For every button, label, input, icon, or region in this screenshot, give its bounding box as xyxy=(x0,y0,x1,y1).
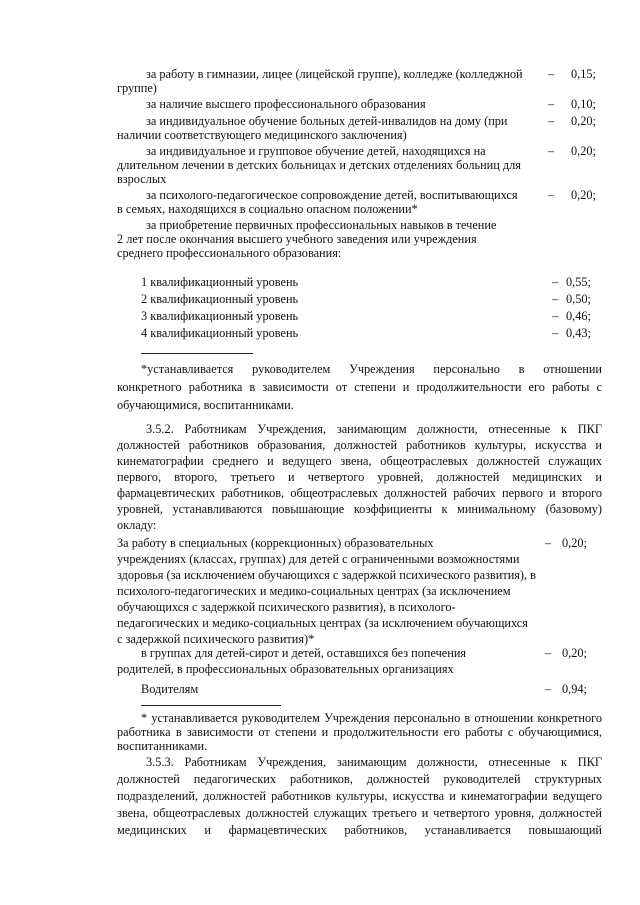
allowance-text: обучающихся с задержкой психического развития), в психолого- xyxy=(117,600,456,614)
footnote-line: * устанавливается руководителем Учреждения персонально в отношении конкретного xyxy=(141,711,602,725)
level-value: 0,50; xyxy=(566,292,591,306)
allowance-text: с задержкой психического развития)* xyxy=(117,632,315,646)
level-label: 3 квалификационный уровень xyxy=(141,309,299,323)
paragraph-line: медицинских и фармацевтических работников, устанавливается повышающий xyxy=(117,823,602,837)
allowance-text: за наличие высшего профессионального образования xyxy=(146,97,426,111)
allowance-value: 0,20; xyxy=(571,188,596,202)
dash: – xyxy=(545,682,552,696)
allowance-value: 0,94; xyxy=(562,682,587,696)
paragraph-line: окладу: xyxy=(117,518,157,532)
paragraph-line: уровней, устанавливаются повышающие коэффициенты к минимальному (базовому) xyxy=(117,502,602,516)
dash: – xyxy=(552,292,559,306)
dash: – xyxy=(552,326,559,340)
allowance-text: родителей, в профессиональных образовательных организациях xyxy=(117,662,454,676)
allowance-text: педагогических и медико-социальных центрах (за исключением обучающихся xyxy=(117,616,528,630)
dash: – xyxy=(548,67,555,81)
level-value: 0,43; xyxy=(566,326,591,340)
paragraph-line: 3.5.2. Работникам Учреждения, занимающим должности, отнесенные к ПКГ xyxy=(146,422,602,436)
dash: – xyxy=(548,144,555,158)
paragraph-line: должностей работников образования, должностей работников культуры, искусства и xyxy=(117,438,602,452)
footnote-line: работника в зависимости от степени и продолжительности его работы с обучающимися, xyxy=(117,725,602,739)
allowance-text: здоровья (за исключением обучающихся с задержкой психического развития), в xyxy=(117,568,536,582)
allowance-text: за индивидуальное и групповое обучение детей, находящихся на xyxy=(146,144,486,158)
level-value: 0,55; xyxy=(566,275,591,289)
footnote-line: воспитанниками. xyxy=(117,739,208,753)
paragraph-line: звена, общеотраслевых должностей служащих третьего и четвертого уровня, должностей xyxy=(117,806,602,820)
footnote-separator xyxy=(141,705,281,706)
paragraph-line: кинематографии среднего и ведущего звена, общеотраслевых должностей служащих xyxy=(117,454,602,468)
allowance-text: за психолого-педагогическое сопровождение детей, воспитывающихся xyxy=(146,188,518,202)
dash: – xyxy=(545,646,552,660)
allowance-text: за индивидуальное обучение больных детей-инвалидов на дому (при xyxy=(146,114,508,128)
dash: – xyxy=(552,275,559,289)
allowance-text: длительном лечении в детских больницах и детских отделениях больниц для xyxy=(117,158,521,172)
allowance-value: 0,15; xyxy=(571,67,596,81)
level-label: 2 квалификационный уровень xyxy=(141,292,299,306)
allowance-value: 0,20; xyxy=(562,536,587,550)
first-skills-text: за приобретение первичных профессиональных навыков в течение xyxy=(146,218,497,232)
paragraph-line: должностей педагогических работников, должностей руководителей структурных xyxy=(117,772,602,786)
allowance-value: 0,20; xyxy=(562,646,587,660)
level-label: 4 квалификационный уровень xyxy=(141,326,299,340)
allowance-text: группе) xyxy=(117,81,157,95)
dash: – xyxy=(545,536,552,550)
dash: – xyxy=(548,114,555,128)
allowance-text: за работу в гимназии, лицее (лицейской группе), колледже (колледжной xyxy=(146,67,523,81)
footnote-line: обучающимися, воспитанниками. xyxy=(117,398,294,412)
allowance-text: За работу в специальных (коррекционных) образовательных xyxy=(117,536,434,550)
dash: – xyxy=(548,188,555,202)
footnote-line: *устанавливается руководителем Учреждения персонально в отношении xyxy=(141,362,602,376)
paragraph-line: первого, второго, третьего и четвертого уровней, должностей медицинских и xyxy=(117,470,602,484)
paragraph-line: 3.5.3. Работникам Учреждения, занимающим должности, отнесенные к ПКГ xyxy=(146,755,602,769)
paragraph-line: фармацевтических работников, общеотраслевых должностей рабочих первого и второго xyxy=(117,486,602,500)
allowance-text: наличии соответствующего медицинского заключения) xyxy=(117,128,407,142)
allowance-value: 0,20; xyxy=(571,144,596,158)
footnote-separator xyxy=(141,353,253,354)
allowance-text: учреждениях (классах, группах) для детей с ограниченными возможностями xyxy=(117,552,520,566)
dash: – xyxy=(552,309,559,323)
allowance-text: взрослых xyxy=(117,172,167,186)
level-label: 1 квалификационный уровень xyxy=(141,275,299,289)
paragraph-line: подразделений, должностей работников культуры, искусства и кинематографии ведущего xyxy=(117,789,602,803)
allowance-text: в группах для детей-сирот и детей, оставшихся без попечения xyxy=(141,646,467,660)
allowance-value: 0,20; xyxy=(571,114,596,128)
first-skills-text: среднего профессионального образования: xyxy=(117,246,342,260)
footnote-line: конкретного работника в зависимости от степени и продолжительности его работы с xyxy=(117,380,602,394)
allowance-value: 0,10; xyxy=(571,97,596,111)
level-value: 0,46; xyxy=(566,309,591,323)
dash: – xyxy=(548,97,555,111)
drivers-label: Водителям xyxy=(141,682,199,696)
allowance-text: психолого-педагогических и медико-социальных центрах (за исключением xyxy=(117,584,511,598)
first-skills-text: 2 лет после окончания высшего учебного заведения или учреждения xyxy=(117,232,477,246)
allowance-text: в семьях, находящихся в социально опасном положении* xyxy=(117,202,418,216)
